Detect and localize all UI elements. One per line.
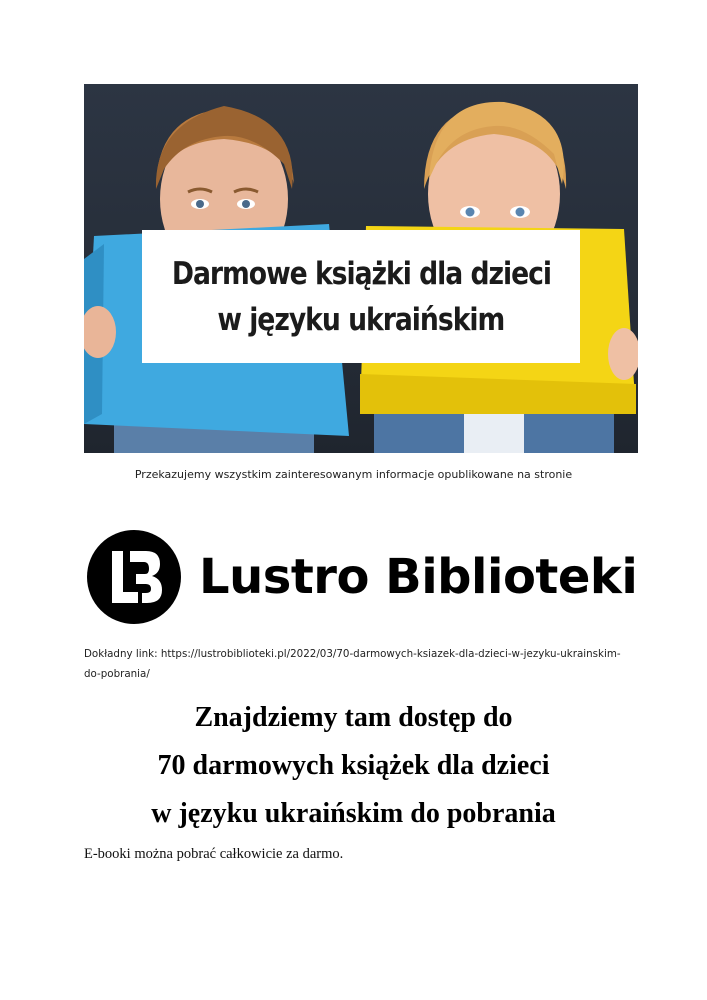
lustro-biblioteki-logo-mark-icon [86, 529, 182, 625]
hero-caption-line-2: w języku ukraińskim [217, 301, 505, 338]
hero-caption-line-1: Darmowe książki dla dzieci [171, 255, 551, 292]
headline-line-3: w języku ukraińskim do pobrania [151, 798, 556, 829]
link-paragraph [84, 644, 624, 684]
link-label: Dokładny link: [84, 648, 158, 660]
lustro-biblioteki-logo[interactable] [86, 528, 638, 626]
info-text: Przekazujemy wszystkim zainteresowanym informacje opublikowane na stronie [134, 468, 573, 481]
hero-caption-box [142, 230, 580, 363]
headline-line-1: Znajdziemy tam dostęp do [194, 702, 513, 733]
headline-line-2: 70 darmowych książek dla dzieci [157, 750, 550, 781]
hero-photo [84, 84, 638, 453]
source-url-link[interactable]: https://lustrobiblioteki.pl/2022/03/70-darmowych-ksiazek-dla-dzieci-w-jezyku-ukrainskim-do-pobrania/ [84, 648, 621, 680]
ebook-note: E-booki można pobrać całkowicie za darmo. [84, 846, 344, 862]
headline [0, 700, 707, 844]
logo-wordmark: Lustro Biblioteki [199, 549, 638, 605]
